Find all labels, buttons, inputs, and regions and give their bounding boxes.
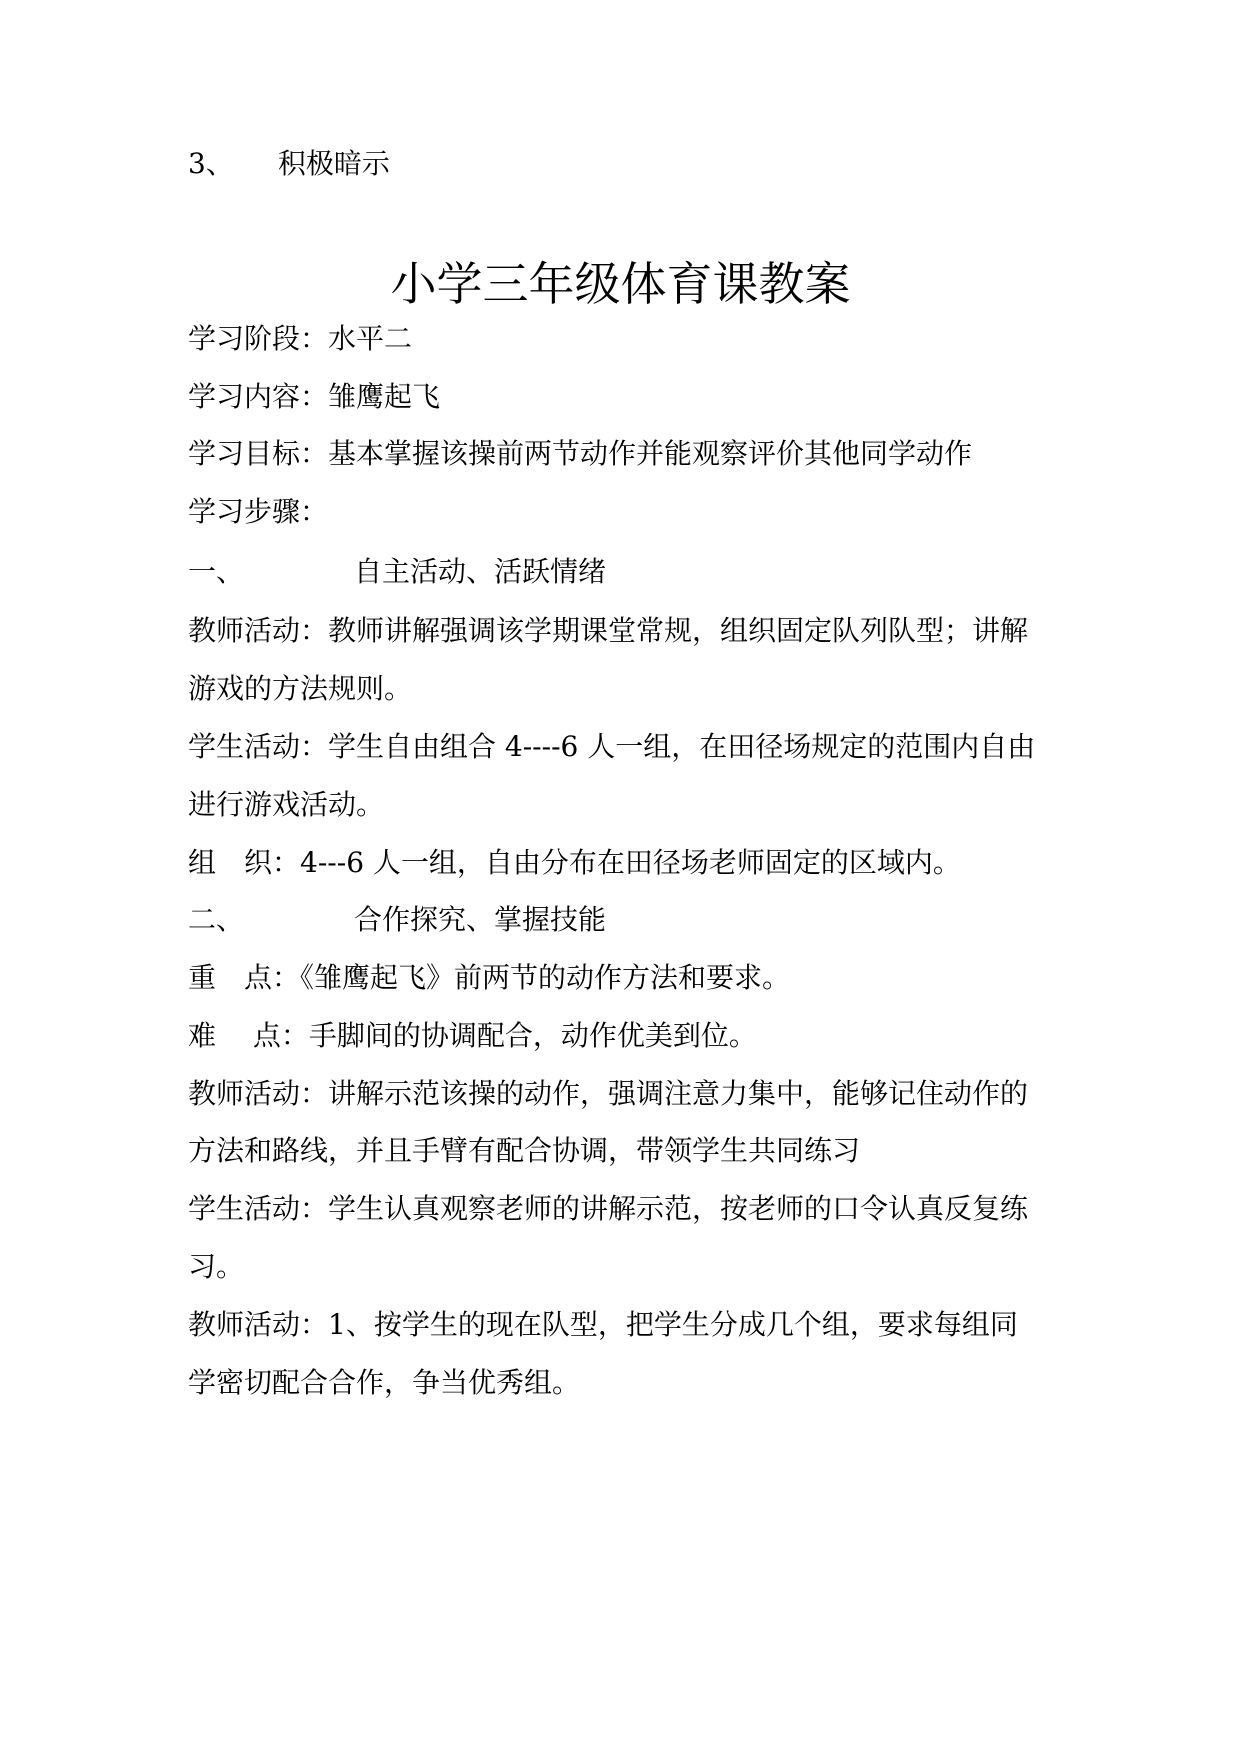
section-text: 合作探究、掌握技能 bbox=[354, 903, 607, 936]
student-activity-2-line-2: 习。 bbox=[188, 1250, 245, 1283]
section-number: 一、 bbox=[188, 555, 245, 588]
teacher-activity-3-line-1: 教师活动：1、按学生的现在队型，把学生分成几个组，要求每组同 bbox=[188, 1308, 1018, 1341]
page-title: 小学三年级体育课教案 bbox=[390, 257, 851, 311]
student-activity-1-line-1: 学生活动：学生自由组合 4----6 人一组，在田径场规定的范围内自由 bbox=[188, 730, 1036, 763]
learning-content: 学习内容：雏鹰起飞 bbox=[188, 380, 441, 413]
list-item-3 bbox=[188, 147, 390, 181]
organization: 组 织：4---6 人一组，自由分布在田径场老师固定的区域内。 bbox=[188, 846, 961, 879]
key-point: 重 点：《雏鹰起飞》前两节的动作方法和要求。 bbox=[188, 961, 791, 994]
learning-steps: 学习步骤： bbox=[188, 495, 329, 528]
list-number: 3、 bbox=[188, 147, 234, 180]
student-activity-1-line-2: 进行游戏活动。 bbox=[188, 788, 385, 821]
teacher-activity-1-line-2: 游戏的方法规则。 bbox=[188, 672, 413, 705]
teacher-activity-2-line-2: 方法和路线，并且手臂有配合协调，带领学生共同练习 bbox=[188, 1134, 861, 1167]
teacher-activity-1-line-1: 教师活动：教师讲解强调该学期课堂常规，组织固定队列队型；讲解 bbox=[188, 614, 1029, 647]
teacher-activity-2-line-1: 教师活动：讲解示范该操的动作，强调注意力集中，能够记住动作的 bbox=[188, 1077, 1029, 1110]
section-heading-2 bbox=[188, 903, 606, 937]
difficulty-point: 难 点：手脚间的协调配合，动作优美到位。 bbox=[188, 1019, 757, 1052]
section-heading-1 bbox=[188, 555, 606, 589]
section-text: 自主活动、活跃情绪 bbox=[354, 555, 607, 588]
learning-goal: 学习目标：基本掌握该操前两节动作并能观察评价其他同学动作 bbox=[188, 437, 973, 470]
list-text: 积极暗示 bbox=[277, 147, 390, 180]
student-activity-2-line-1: 学生活动：学生认真观察老师的讲解示范，按老师的口令认真反复练 bbox=[188, 1192, 1029, 1225]
section-number: 二、 bbox=[188, 903, 245, 936]
teacher-activity-3-line-2: 学密切配合合作，争当优秀组。 bbox=[188, 1366, 581, 1399]
learning-stage: 学习阶段：水平二 bbox=[188, 322, 413, 355]
